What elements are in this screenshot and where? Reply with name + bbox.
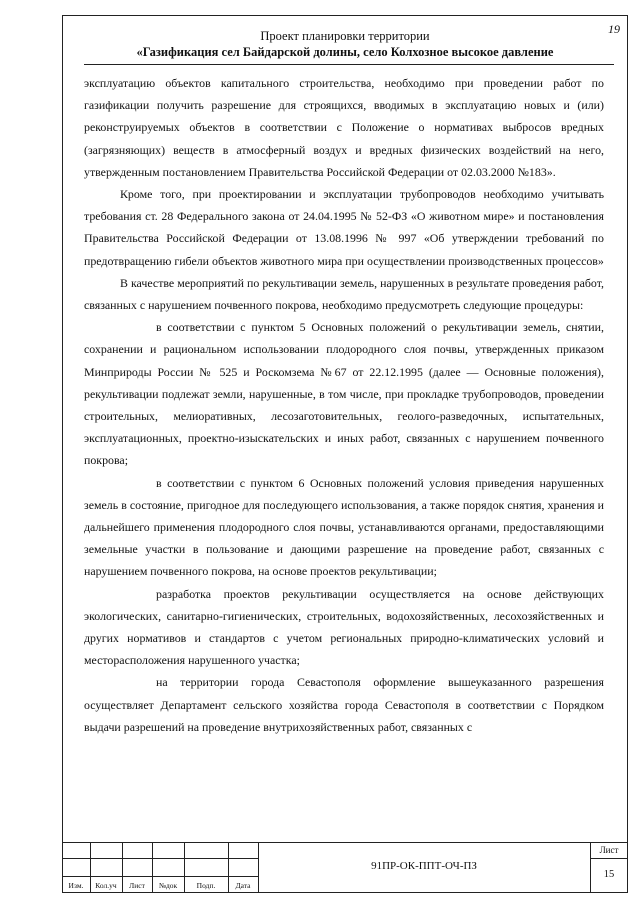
- grid-line: [62, 858, 258, 859]
- header-divider: [84, 64, 614, 65]
- paragraph: Кроме того, при проектировании и эксплуатации трубопроводов необходимо учитывать требования ст. 28 Федерального закона от 24.04.1995 № 52-ФЗ «О животном мире» и постановления Правительства Российской Федерации от 13.08.1996 № 997 «Об утверждении требований по предотвращению гибели объектов животного мира при осуществлении производственных процессов»: [84, 187, 604, 268]
- grid-line: [62, 876, 258, 877]
- bullet-item: [84, 671, 604, 738]
- bullet-item: [84, 583, 604, 672]
- bullet-text: в соответствии с пунктом 5 Основных положений о рекультивации земель, снятии, сохранении и рациональном использовании плодородного слоя почвы, утвержденных приказом Минприроды России № 525 и Роскомзема №67 от 22.12.1995 (далее — Основные положения), рекультивации подлежат земли, нарушенные, в том числе, при прокладке трубопроводов, проведении строительных, мелиоративных, лесозаготовительных, геолого-разведочных, испытательных, эксплуатационных, проектно-изыскательских и иных работ, связанных с нарушением почвенного покрова;: [84, 320, 604, 468]
- sheet-number: 15: [603, 869, 615, 880]
- header-line-2: «Газификация сел Байдарской долины, село Колхозное высокое давление: [136, 45, 554, 59]
- bullet-text: разработка проектов рекультивации осуществляется на основе действующих экологических, санитарно-гигиенических, строительных, водохозяйственных, лесохозяйственных и других нормативов и стандартов с учетом региональных природно-климатических условий и месторасположения нарушенного участка;: [84, 586, 604, 668]
- paragraph: эксплуатацию объектов капитального строительства, необходимо при проведении работ по газификации получить разрешение для строящихся, вводимых в эксплуатацию новых и (или) реконструируемых объектов в соответствии с Положение о нормативах выбросов вредных (загрязняющих) веществ в атмосферный воздух и вредных физических воздействий на него, утвержденным постановлением Правительства Российской Федерации от 02.03.2000 №183».: [84, 76, 604, 179]
- document-code: 91ПР-ОК-ППТ-ОЧ-ПЗ: [371, 860, 477, 872]
- grid-line: [590, 858, 628, 859]
- col-data: Дата: [235, 881, 251, 890]
- bullet-text: в соответствии с пунктом 6 Основных положений условия приведения нарушенных земель в состояние, пригодное для последующего использования, а также порядок снятия, хранения и дальнейшего применения плодородного слоя почвы, устанавливаются органами, предоставляющими земельные участки в пользование и дающими разрешение на проведение работ, связанных с нарушением почвенного покрова, на основе проектов рекультивации;: [84, 475, 604, 579]
- col-kol-uch: Кол.уч: [95, 881, 117, 890]
- bullet-item: [84, 316, 604, 471]
- col-podp: Подп.: [196, 881, 216, 890]
- document-body: [84, 72, 604, 738]
- paragraph: В качестве мероприятий по рекультивации земель, нарушенных в результате проведения работ, связанных с нарушением почвенного покрова, необходимо предусмотреть следующие процедуры:: [84, 275, 604, 313]
- col-list: Лист: [129, 881, 145, 890]
- col-izm: Изм.: [68, 881, 84, 890]
- page-number: 19: [608, 22, 620, 36]
- header-line-1: Проект планировки территории: [260, 29, 430, 43]
- bullet-text: на территории города Севастополя оформление вышеуказанного разрешения осуществляет Департамент сельского хозяйства города Севастополя в соответствии с Порядком выдачи разрешений на проведение внутрихозяйственных работ, связанных с: [84, 675, 604, 734]
- bullet-item: [84, 472, 604, 583]
- document-header: [62, 28, 628, 60]
- sheet-label: Лист: [599, 845, 619, 855]
- col-ndok: №док: [158, 881, 178, 890]
- title-block: [62, 842, 628, 893]
